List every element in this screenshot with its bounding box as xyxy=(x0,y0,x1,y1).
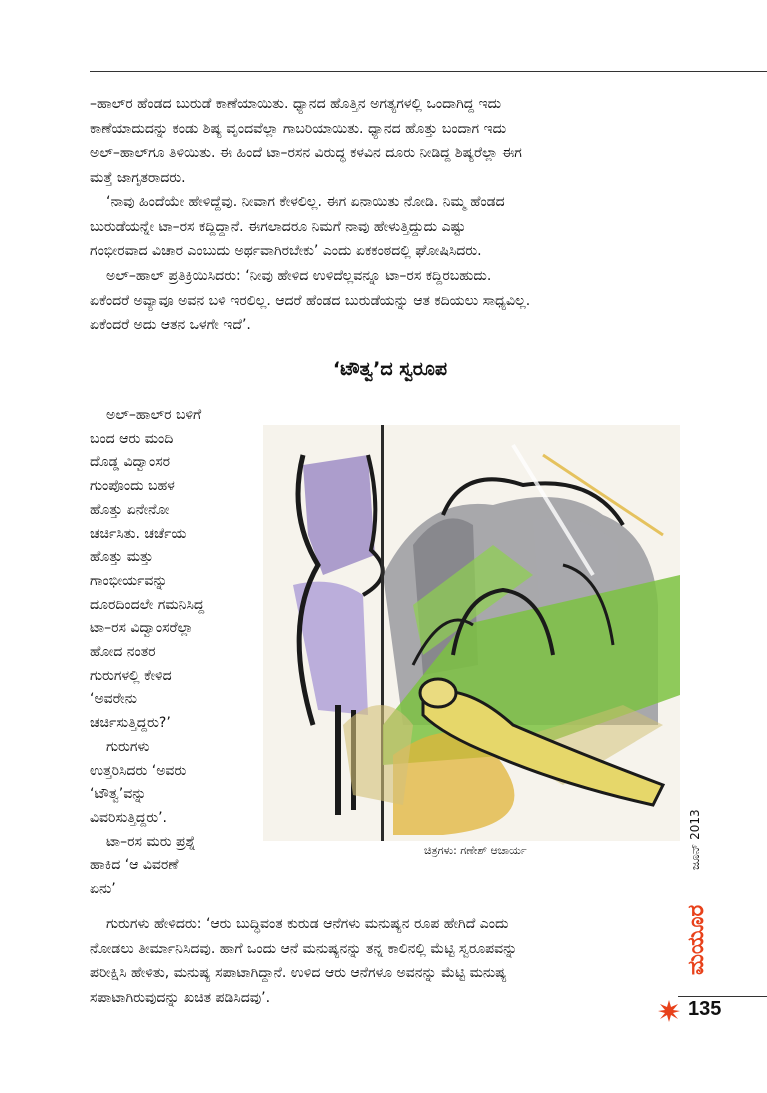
text-line: ಉತ್ತರಿಸಿದರು ‘ಅವರು xyxy=(90,762,187,779)
text-line: ಗುರುಗಳಲ್ಲಿ ಕೇಳಿದ xyxy=(90,667,172,684)
text-line: ಪರೀಕ್ಷಿಸಿ ಹೇಳಿತು, ಮನುಷ್ಯ ಸಪಾಟಾಗಿದ್ದಾನೆ. ಉಳಿದ ಆರು ಆನೆಗಳೂ ಅವನನ್ನು ಮೆಟ್ಟಿ ಮನುಷ್ಯ xyxy=(90,965,507,981)
text-line: ಅಲ್–ಹಾಲ್‌ರ ಬಳಿಗೆ xyxy=(106,407,202,423)
text-line: ಅಲ್–ಹಾಲ್ ಪ್ರತಿಕ್ರಿಯಿಸಿದರು: ‘ನೀವು ಹೇಳಿದ ಉಳಿದೆಲ್ಲವನ್ನೂ ಟಾ–ರಸ ಕದ್ದಿರಬಹುದು. xyxy=(106,268,492,284)
text-line: ಗುರುಗಳು ಹೇಳಿದರು: ‘ಆರು ಬುದ್ಧಿವಂತ ಕುರುಡ ಆನೆಗಳು ಮನುಷ್ಯನ ರೂಪ ಹೇಗಿದೆ ಎಂದು xyxy=(106,916,509,932)
text-line: ದೊಡ್ಡ ವಿದ್ವಾಂಸರ xyxy=(90,454,171,471)
text-line: ದೂರದಿಂದಲೇ ಗಮನಿಸಿದ್ದ xyxy=(90,596,205,613)
narrow-column-text xyxy=(90,404,260,902)
text-line: ಗಾಂಭೀರ್ಯವನ್ನು xyxy=(90,572,168,589)
text-line: ಬಂದ ಆರು ಮಂದಿ xyxy=(90,430,174,447)
text-line: ಗಂಭೀರವಾದ ವಿಚಾರ ಎಂಬುದು ಅರ್ಥವಾಗಿರಬೇಕು’ ಎಂದು ಏಕಕಂಠದಲ್ಲಿ ಘೋಷಿಸಿದರು. xyxy=(90,243,482,259)
text-line: ಟಾ–ರಸ ವಿದ್ವಾಂಸರೆಲ್ಲಾ xyxy=(90,620,194,637)
text-line: ಟಾ–ರಸ ಮರು ಪ್ರಶ್ನೆ xyxy=(106,833,196,850)
text-line: ಗುಂಪೊಂದು ಬಹಳ xyxy=(90,478,175,495)
text-line: ಮತ್ತೆ ಜಾಗೃತರಾದರು. xyxy=(90,169,186,186)
text-line: ಸಪಾಟಾಗಿರುವುದನ್ನು ಖಚಿತ ಪಡಿಸಿದವು’. xyxy=(90,989,271,1006)
section-heading: ‘ಟೌತ್ವ’ದ ಸ್ವರೂಪ xyxy=(332,358,448,380)
text-line: ಗುರುಗಳು xyxy=(106,738,150,755)
paragraph-2 xyxy=(90,190,680,264)
text-line: ಬುರುಡೆಯನ್ನೇ ಟಾ–ರಸ ಕದ್ದಿದ್ದಾನೆ. ಈಗಲಾದರೂ ನಿಮಗೆ ನಾವು ಹೇಳುತ್ತಿದ್ದುದು ಎಷ್ಟು xyxy=(90,218,466,235)
illustration-caption: ಚಿತ್ರಗಳು: ಗಣೇಶ್ ಆಚಾರ್ಯ xyxy=(424,844,527,857)
text-line: ನೋಡಲು ತೀರ್ಮಾನಿಸಿದವು. ಹಾಗೆ ಒಂದು ಆನೆ ಮನುಷ್ಯನನ್ನು ತನ್ನ ಕಾಲಿನಲ್ಲಿ ಮೆಟ್ಟಿ ಸ್ವರೂಪವನ್ನು xyxy=(90,940,518,957)
issue-year: 2013 xyxy=(688,809,702,840)
text-line: ವಿವರಿಸುತ್ತಿದ್ದರು’. xyxy=(90,809,167,826)
text-line: ಏಕೆಂದರೆ ಅದು ಆತನ ಒಳಗೇ ಇದೆ’. xyxy=(90,317,251,333)
text-line: ಹೋದ ನಂತರ xyxy=(90,644,156,661)
text-line: ಹೊತ್ತು ಮತ್ತು xyxy=(90,549,154,566)
paragraph-4 xyxy=(90,912,680,1010)
text-line: ಹಾಕಿದ ‘ಆ ವಿವರಣೆ xyxy=(90,857,179,874)
text-line: ಏನು’ xyxy=(90,881,116,898)
text-line: ‘ಅವರೇನು xyxy=(90,691,137,708)
text-line: ‘ಟೌತ್ವ’ವನ್ನು xyxy=(90,786,147,803)
issue-month: ಜೂನ್ xyxy=(688,843,702,870)
text-line: ಅಲ್–ಹಾಲ್‌ಗೂ ತಿಳಿಯಿತು. ಈ ಹಿಂದೆ ಟಾ–ರಸನ ವಿರುದ್ಧ ಕಳವಿನ ದೂರು ನೀಡಿದ್ದ ಶಿಷ್ಯರೆಲ್ಲಾ ಈಗ xyxy=(90,145,522,161)
top-divider xyxy=(90,71,767,72)
text-line: ‘ನಾವು ಹಿಂದೆಯೇ ಹೇಳಿದ್ದೆವು. ನೀವಾಗ ಕೇಳಲಿಲ್ಲ. ಈಗ ಏನಾಯಿತು ನೋಡಿ. ನಿಮ್ಮ ಹೆಂಡದ xyxy=(106,194,505,210)
magazine-logo: ಮಯೂರ xyxy=(684,904,709,975)
paragraph-1 xyxy=(90,92,680,190)
text-line: ಕಾಣೆಯಾದುದನ್ನು ಕಂಡು ಶಿಷ್ಯ ವೃಂದವೆಲ್ಲಾ ಗಾಬರಿಯಾಯಿತು. ಧ್ಯಾನದ ಹೊತ್ತು ಬಂದಾಗ ಇದು xyxy=(90,120,507,137)
text-line: ಚರ್ಚಿಸುತ್ತಿದ್ದರು?’ xyxy=(90,715,171,732)
footer-divider xyxy=(678,996,767,997)
page-number: 135 xyxy=(688,998,722,1020)
text-line: –ಹಾಲ್‌ರ ಹೆಂಡದ ಬುರುಡೆ ಕಾಣೆಯಾಯಿತು. ಧ್ಯಾನದ ಹೊತ್ತಿನ ಅಗತ್ಯಗಳಲ್ಲಿ ಒಂದಾಗಿದ್ದ ಇದು xyxy=(90,96,502,112)
text-line: ಏಕೆಂದರೆ ಅವ್ಯಾವೂ ಅವನ ಬಳಿ ಇರಲಿಲ್ಲ. ಆದರೆ ಹೆಂಡದ ಬುರುಡೆಯನ್ನು ಆತ ಕದಿಯಲು ಸಾಧ್ಯವಿಲ್ಲ. xyxy=(90,292,531,309)
star-ornament-icon xyxy=(658,1000,680,1022)
abstract-illustration xyxy=(263,425,680,841)
text-line: ಹೊತ್ತು ಏನೇನೋ xyxy=(90,501,170,518)
paragraph-3 xyxy=(90,264,680,338)
text-line: ಚರ್ಚಿಸಿತು. ಚರ್ಚೆಯ xyxy=(90,525,187,542)
issue-date xyxy=(688,800,704,870)
